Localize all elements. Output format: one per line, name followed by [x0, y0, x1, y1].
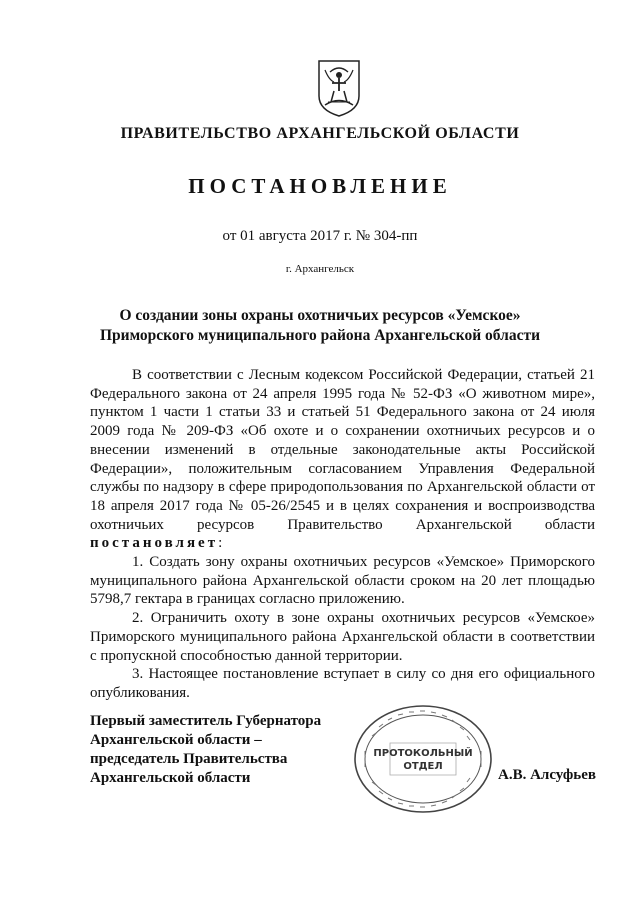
title-line-1: О создании зоны охраны охотничьих ресурсов «Уемское» [119, 307, 521, 324]
government-name: ПРАВИТЕЛЬСТВО АРХАНГЕЛЬСКОЙ ОБЛАСТИ [120, 125, 520, 142]
signatory-line-3: председатель Правительства [90, 751, 288, 767]
preamble-text: В соответствии с Лесным кодексом Российской Федерации, статьей 21 Федерального закона от 24 апреля 1995 года № 52-ФЗ «О животном мире», пунктом 1 части 1 статьи 33 и статьей 51 Федерального закона от 24 июля 2009 года № 209-ФЗ «Об охоте и о сохранении охотничьих ресурсов и о внесении изменений в отдельные законодательные акты Российской Федерации», положительным согласованием Управления Федеральной службы по надзору в сфере природопользования по Архангельской области от 18 апреля 2017 года № 05-26/2545 и в целях сохранения и воспроизводства охотничьих ресурсов Правительство Архангельской области [90, 367, 595, 533]
document-date-number: от 01 августа 2017 г. № 304-пп [222, 228, 418, 244]
document-city: г. Архангельск [285, 263, 355, 275]
decree-colon: : [218, 535, 223, 552]
decree-word: постановляет [90, 535, 219, 552]
signatory-name: А.В. Алсуфьев [498, 767, 596, 783]
decree-item-1: 1. Создать зону охраны охотничьих ресурсов «Уемское» Приморского муниципального района Архангельской области сроком на 20 лет площадью 5798,7 гектара в границах согласно приложению. [90, 554, 595, 608]
document-type: ПОСТАНОВЛЕНИЕ [188, 174, 452, 198]
signatory-line-1: Первый заместитель Губернатора [90, 713, 322, 729]
document-title [60, 306, 580, 346]
signatory-line-4: Архангельской области [90, 770, 251, 786]
coat-of-arms-icon [316, 58, 362, 118]
stamp-line-2: ОТДЕЛ [403, 761, 443, 772]
document-body [90, 366, 595, 703]
decree-item-2: 2. Ограничить охоту в зоне охраны охотничьих ресурсов «Уемское» Приморского муниципального района Архангельской области в соответствии с пропускной способностью данной территории. [90, 610, 595, 664]
signatory-position [90, 712, 370, 788]
official-stamp [352, 703, 494, 815]
stamp-line-1: ПРОТОКОЛЬНЫЙ [373, 748, 473, 759]
decree-item-3: 3. Настоящее постановление вступает в силу со дня его официального опубликования. [90, 666, 595, 701]
signatory-line-2: Архангельской области – [90, 732, 262, 748]
title-line-2: Приморского муниципального района Архангельской области [99, 327, 541, 344]
preamble-paragraph [90, 366, 595, 553]
